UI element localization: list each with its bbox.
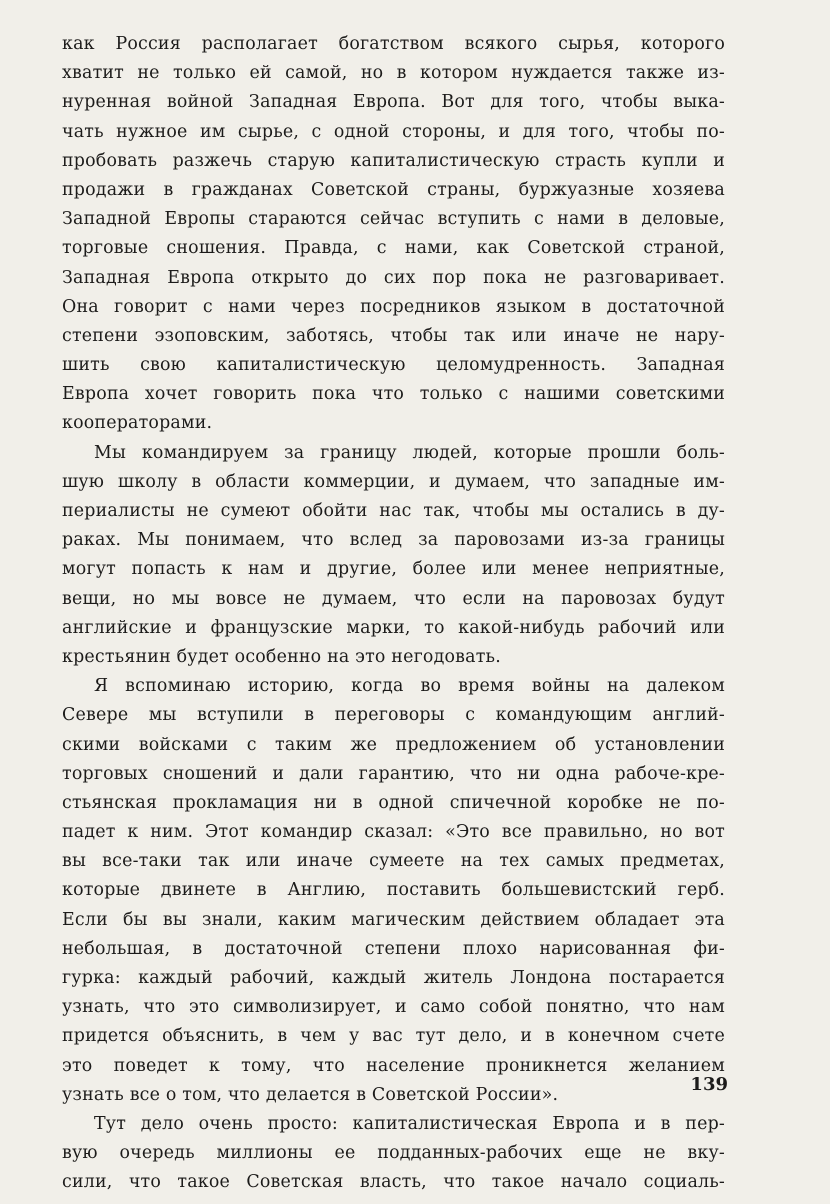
text-line: Западная Европа открыто до сих пор пока не разговаривает. (62, 267, 725, 288)
text-line: шую школу в области коммерции, и думаем, что западные им- (62, 471, 725, 492)
text-line: степени эзоповским, заботясь, чтобы так или иначе не нару- (62, 325, 725, 346)
text-line: продажи в гражданах Советской страны, буржуазные хозяева (62, 179, 725, 200)
text-line: это поведет к тому, что население проникнется желанием (62, 1055, 725, 1076)
page-number: 139 (690, 1074, 728, 1095)
text-line: скими войсками с таким же предложением об установлении (62, 734, 725, 755)
text-line: могут попасть к нам и другие, более или менее неприятные, (62, 559, 725, 580)
text-line: которые двинете в Англию, поставить большевистский герб. (62, 880, 725, 901)
text-line: торговые сношения. Правда, с нами, как Советской страной, (62, 238, 725, 259)
paragraph-first-line: Мы командируем за границу людей, которые прошли боль- (94, 442, 725, 463)
text-line: вы все-таки так или иначе сумеете на тех самых предметах, (62, 851, 725, 872)
text-line: сили, что такое Советская власть, что такое начало социаль- (62, 1172, 725, 1193)
text-line: чать нужное им сырье, с одной стороны, и для того, чтобы по- (62, 121, 725, 142)
text-line: хватит не только ей самой, но в котором нуждается также из- (62, 63, 725, 84)
text-line: кооператорами. (62, 413, 213, 434)
paragraph-first-line: Я вспоминаю историю, когда во время войны на далеком (94, 676, 725, 697)
text-line: Если бы вы знали, каким магическим действием обладает эта (62, 909, 725, 930)
text-line: периалисты не сумеют обойти нас так, чтобы мы остались в ду- (62, 501, 725, 521)
text-line: небольшая, в достаточной степени плохо нарисованная фи- (62, 938, 725, 959)
text-line: вещи, но мы вовсе не думаем, что если на паровозах будут (62, 588, 725, 609)
text-line: гурка: каждый рабочий, каждый житель Лондона постарается (62, 968, 725, 988)
text-line: крестьянин будет особенно на это негодовать. (62, 646, 501, 667)
text-line: вую очередь миллионы ее подданных-рабочих еще не вку- (62, 1143, 725, 1164)
text-line: Она говорит с нами через посредников языком в достаточной (62, 296, 725, 317)
text-line: Европа хочет говорить пока что только с нашими советскими (62, 384, 725, 405)
paragraph-first-line: Тут дело очень просто: капиталистическая Европа и в пер- (94, 1113, 725, 1134)
text-line: торговых сношений и дали гарантию, что ни одна рабоче-кре- (62, 763, 725, 784)
text-line: пробовать разжечь старую капиталистическую страсть купли и (62, 150, 725, 171)
text-line: нуренная войной Западная Европа. Вот для того, чтобы выка- (62, 92, 725, 113)
text-line: падет к ним. Этот командир сказал: «Это все правильно, но вот (62, 822, 725, 843)
text-line: шить свою капиталистическую целомудренность. Западная (62, 355, 725, 376)
text-line: Севере мы вступили в переговоры с командующим англий- (62, 705, 725, 726)
text-line: придется объяснить, в чем у вас тут дело, и в конечном счете (62, 1026, 725, 1047)
text-line: раках. Мы понимаем, что вслед за паровозами из-за границы (62, 530, 725, 551)
text-line: стьянская прокламация ни в одной спичечной коробке не по- (62, 792, 725, 813)
body-text (62, 30, 725, 1198)
text-line: английские и французские марки, то какой-нибудь рабочий или (62, 617, 725, 638)
text-line: как Россия располагает богатством всякого сырья, которого (62, 34, 725, 54)
text-line: Западной Европы стараются сейчас вступить с нами в деловые, (62, 209, 725, 230)
text-line: узнать все о том, что делается в Советской России». (62, 1084, 559, 1105)
text-line: узнать, что это символизирует, и само собой понятно, что нам (62, 997, 725, 1018)
